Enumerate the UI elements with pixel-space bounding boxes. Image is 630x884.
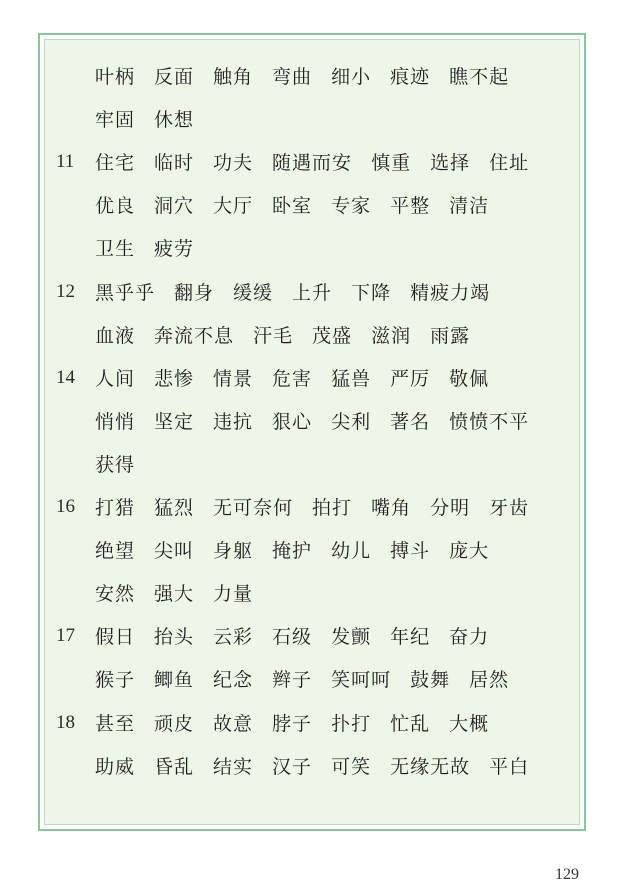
vocab-word: 牢固 (95, 109, 136, 132)
vocab-word: 奋力 (449, 626, 490, 649)
vocab-word: 临时 (154, 152, 195, 175)
word-list (95, 579, 272, 609)
vocab-row (45, 709, 579, 739)
vocab-word: 翻身 (174, 281, 215, 304)
vocab-word: 雨露 (430, 324, 471, 347)
vocab-word: 住址 (489, 152, 530, 175)
vocab-row (45, 752, 579, 782)
word-list (95, 622, 508, 652)
vocab-word: 忙乱 (390, 712, 431, 735)
vocab-word: 笑呵呵 (331, 669, 392, 692)
vocab-word: 悄悄 (95, 410, 136, 433)
vocab-word: 强大 (154, 583, 195, 606)
vocab-word: 纪念 (213, 669, 254, 692)
vocab-word: 滋润 (371, 324, 412, 347)
vocab-word: 扑打 (331, 712, 372, 735)
word-list (95, 364, 508, 394)
vocab-word: 优良 (95, 195, 136, 218)
vocab-word: 分明 (430, 497, 471, 519)
vocab-row (45, 579, 579, 609)
word-list (95, 62, 528, 92)
vocab-word: 敬佩 (449, 367, 490, 390)
vocab-word: 上升 (292, 281, 333, 304)
vocab-word: 平白 (489, 755, 530, 778)
vocab-row (45, 493, 579, 523)
vocab-word: 功夫 (213, 152, 254, 175)
vocab-word: 精疲力竭 (410, 281, 491, 304)
vocab-word: 下降 (351, 281, 392, 304)
word-list (95, 321, 489, 351)
vocab-word: 愤愤不平 (449, 410, 530, 433)
vocab-word: 痕迹 (390, 66, 431, 88)
vocab-word: 掩护 (272, 540, 313, 563)
vocab-word: 汗毛 (253, 324, 294, 347)
vocab-word: 猴子 (95, 669, 136, 692)
vocab-word: 卧室 (272, 195, 313, 218)
vocab-word: 庞大 (449, 540, 490, 563)
vocab-word: 尖叫 (154, 540, 195, 563)
word-list (95, 148, 548, 178)
vocab-row (45, 665, 579, 695)
word-list (95, 752, 548, 782)
vocab-word: 结实 (213, 755, 254, 778)
vocab-word: 石级 (272, 626, 313, 649)
vocab-word: 洞穴 (154, 195, 195, 218)
page-number: 129 (555, 866, 579, 883)
vocab-word: 力量 (213, 583, 254, 606)
vocab-frame (38, 33, 586, 831)
vocab-word: 大概 (449, 712, 490, 735)
vocab-word: 甚至 (95, 712, 136, 735)
vocab-word: 身躯 (213, 540, 254, 563)
vocab-word: 猛兽 (331, 367, 372, 390)
lesson-number: 17 (56, 625, 75, 647)
vocab-row (45, 191, 579, 221)
vocab-word: 辫子 (272, 669, 313, 692)
word-list (95, 493, 548, 523)
vocab-word: 发颤 (331, 626, 372, 649)
vocab-word: 助威 (95, 755, 136, 778)
vocab-word: 鼓舞 (410, 669, 451, 692)
vocab-row (45, 450, 579, 480)
vocab-word: 脖子 (272, 712, 313, 735)
vocab-word: 绝望 (95, 540, 136, 563)
vocab-word: 情景 (213, 367, 254, 390)
word-list (95, 450, 154, 480)
word-list (95, 536, 508, 566)
vocab-word: 严厉 (390, 367, 431, 390)
vocab-row (45, 364, 579, 394)
vocab-word: 黑乎乎 (95, 281, 156, 304)
vocab-word: 大厅 (213, 195, 254, 218)
vocab-word: 违抗 (213, 410, 254, 433)
vocab-word: 慎重 (371, 152, 412, 175)
vocab-word: 著名 (390, 410, 431, 433)
vocab-word: 狠心 (272, 410, 313, 433)
vocab-word: 拍打 (312, 497, 353, 519)
vocab-word: 平整 (390, 195, 431, 218)
vocab-word: 清洁 (449, 195, 490, 218)
vocab-word: 搏斗 (390, 540, 431, 563)
vocab-word: 鲫鱼 (154, 669, 195, 692)
vocab-word: 获得 (95, 453, 136, 476)
vocab-row (45, 622, 579, 652)
vocab-word: 叶柄 (95, 66, 136, 88)
vocab-row (45, 234, 579, 264)
vocab-word: 顽皮 (154, 712, 195, 735)
vocab-word: 悲惨 (154, 367, 195, 390)
vocab-row (45, 105, 579, 135)
vocab-word: 无缘无故 (390, 755, 471, 778)
vocab-word: 随遇而安 (272, 152, 353, 175)
vocab-word: 弯曲 (272, 66, 313, 88)
vocab-word: 牙齿 (489, 497, 530, 519)
vocab-row (45, 148, 579, 178)
vocab-word: 无可奈何 (213, 497, 294, 519)
vocab-word: 假日 (95, 626, 136, 649)
vocab-panel (44, 39, 580, 825)
vocab-word: 可笑 (331, 755, 372, 778)
vocab-word: 故意 (213, 712, 254, 735)
word-list (95, 191, 508, 221)
vocab-word: 居然 (469, 669, 510, 692)
vocab-word: 嘴角 (371, 497, 412, 519)
vocab-row (45, 536, 579, 566)
vocab-word: 人间 (95, 367, 136, 390)
vocab-word: 尖利 (331, 410, 372, 433)
vocab-row (45, 278, 579, 308)
vocab-word: 奔流不息 (154, 324, 235, 347)
vocab-word: 昏乱 (154, 755, 195, 778)
vocab-word: 云彩 (213, 626, 254, 649)
word-list (95, 709, 508, 739)
vocab-word: 年纪 (390, 626, 431, 649)
lesson-number: 11 (56, 151, 75, 173)
lesson-number: 14 (56, 366, 75, 388)
word-list (95, 407, 548, 437)
vocab-word: 专家 (331, 195, 372, 218)
vocab-word: 细小 (331, 66, 372, 88)
word-list (95, 234, 213, 264)
vocab-word: 抬头 (154, 626, 195, 649)
vocab-word: 汉子 (272, 755, 313, 778)
word-list (95, 665, 528, 695)
vocab-word: 卫生 (95, 238, 136, 261)
vocab-word: 缓缓 (233, 281, 274, 304)
vocab-word: 猛烈 (154, 497, 195, 519)
vocab-word: 安然 (95, 583, 136, 606)
lesson-number: 16 (56, 496, 75, 517)
vocab-word: 坚定 (154, 410, 195, 433)
vocab-word: 疲劳 (154, 238, 195, 261)
vocab-row (45, 407, 579, 437)
vocab-word: 血液 (95, 324, 136, 347)
vocab-word: 触角 (213, 66, 254, 88)
word-list (95, 105, 213, 135)
lesson-number: 12 (56, 280, 75, 302)
vocab-word: 选择 (430, 152, 471, 175)
vocab-word: 幼儿 (331, 540, 372, 563)
vocab-word: 瞧不起 (449, 66, 510, 88)
word-list (95, 278, 509, 308)
vocab-word: 住宅 (95, 152, 136, 175)
vocab-word: 休想 (154, 109, 195, 132)
vocab-row (45, 62, 579, 92)
vocab-word: 反面 (154, 66, 195, 88)
vocab-word: 危害 (272, 367, 313, 390)
vocab-word: 打猎 (95, 497, 136, 519)
vocab-row (45, 321, 579, 351)
lesson-number: 18 (56, 711, 75, 733)
vocab-word: 茂盛 (312, 324, 353, 347)
